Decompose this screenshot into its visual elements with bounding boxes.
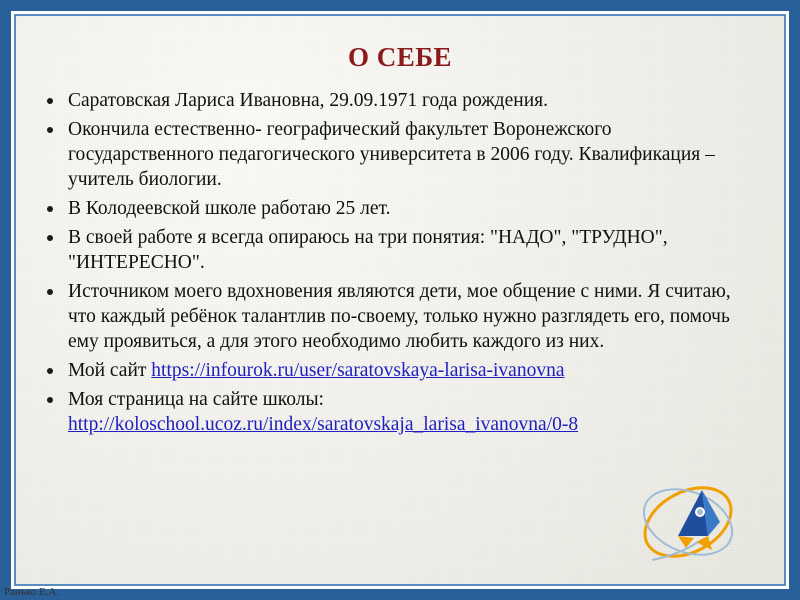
list-item-school-page xyxy=(38,387,760,437)
page-title: О СЕБЕ xyxy=(347,42,453,72)
bullet-prefix-school-page: Моя страница на сайте школы: xyxy=(68,389,324,410)
bullet-prefix-site: Мой сайт xyxy=(68,360,152,381)
list-item-experience xyxy=(38,196,760,221)
bullet-text-education: Окончила естественно- географический факультет Воронежского государственного педагогического университета в 2006 году. Квалификация – учитель биологии. xyxy=(68,119,715,190)
footer-credit: Ранько Е.А. xyxy=(4,586,60,598)
list-item-principles xyxy=(38,225,760,275)
list-item-site xyxy=(38,358,760,383)
rocket-swoosh-logo-icon xyxy=(616,464,766,574)
list-item-education xyxy=(38,117,760,192)
list-item-birth xyxy=(38,88,760,113)
link-school-page[interactable]: http://koloschool.ucoz.ru/index/saratovskaja_larisa_ivanovna/0-8 xyxy=(68,414,579,435)
bullet-text-experience: В Колодеевской школе работаю 25 лет. xyxy=(68,198,391,219)
about-me-content xyxy=(38,88,760,441)
bullet-text-principles: В своей работе я всегда опираюсь на три понятия: "НАДО", "ТРУДНО", "ИНТЕРЕСНО". xyxy=(68,227,668,273)
slide-content-area xyxy=(16,16,784,584)
bullet-list xyxy=(38,88,760,437)
bullet-text-inspiration: Источником моего вдохновения являются дети, мое общение с ними. Я считаю, что каждый ребёнок талантлив по-своему, только нужно разглядеть его, помочь ему проявиться, а для этого необходимо любить каждого из них. xyxy=(68,281,731,352)
list-item-inspiration xyxy=(38,279,760,354)
bullet-text-birth: Саратовская Лариса Ивановна, 29.09.1971 года рождения. xyxy=(68,90,548,111)
link-personal-site[interactable]: https://infourok.ru/user/saratovskaya-larisa-ivanovna xyxy=(151,360,565,381)
